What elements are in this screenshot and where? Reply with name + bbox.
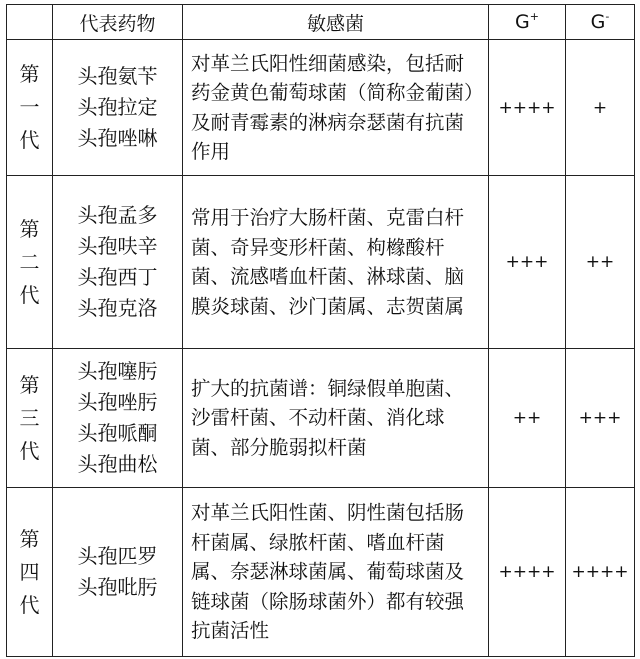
drug-name: 头孢哌酮 — [77, 421, 158, 445]
generation-char: 代 — [19, 282, 40, 307]
sensitive-bacteria-cell: 扩大的抗菌谱：铜绿假单胞菌、沙雷杆菌、不动杆菌、消化球菌、部分脆弱拟杆菌 — [183, 349, 489, 488]
gram-positive-cell: +++ — [489, 176, 566, 349]
generation-char: 第 — [19, 62, 40, 86]
gram-positive-cell: ++ — [489, 349, 566, 488]
gram-negative-cell: + — [566, 40, 635, 176]
drug-name: 头孢孟多 — [77, 203, 158, 227]
gram-negative-cell: +++ — [566, 349, 635, 488]
generation-char: 第 — [19, 372, 40, 397]
generation-cell — [7, 176, 53, 349]
table-row-generation-3 — [7, 349, 635, 488]
header-drugs: 代表药物 — [53, 5, 183, 40]
drug-name: 头孢呋辛 — [77, 234, 158, 258]
gram-negative-cell: ++++ — [566, 488, 635, 657]
generation-char: 四 — [19, 559, 40, 584]
drug-name: 头孢唑啉 — [77, 126, 158, 150]
gram-positive-cell: ++++ — [489, 488, 566, 657]
sensitive-bacteria-cell: 对革兰氏阳性菌、阴性菌包括肠杆菌属、绿脓杆菌、嗜血杆菌属、奈瑟淋球菌属、葡萄球菌及链球菌（除肠球菌外）都有较强抗菌活性 — [183, 488, 489, 657]
drugs-cell — [53, 176, 183, 349]
gram-negative-label: G — [590, 11, 606, 33]
header-row — [7, 5, 635, 40]
sensitive-bacteria-cell: 常用于治疗大肠杆菌、克雷白杆菌、奇异变形杆菌、枸橼酸杆菌、流感嗜血杆菌、淋球菌、脑膜炎球菌、沙门菌属、志贺菌属 — [183, 176, 489, 349]
gram-positive-sign: + — [529, 10, 539, 23]
generation-char: 代 — [19, 128, 40, 152]
gram-negative-cell: ++ — [566, 176, 635, 349]
generation-cell — [7, 488, 53, 657]
table-row-generation-2 — [7, 176, 635, 349]
header-generation — [7, 5, 53, 40]
generation-char: 第 — [19, 216, 40, 241]
drug-name: 头孢西丁 — [77, 265, 158, 289]
generation-char: 第 — [19, 526, 40, 551]
drugs-cell — [53, 488, 183, 657]
header-gram-negative — [566, 5, 635, 40]
generation-char: 一 — [19, 95, 40, 119]
table-row-generation-1 — [7, 40, 635, 176]
generation-cell — [7, 349, 53, 488]
drug-name: 头孢拉定 — [77, 95, 158, 119]
header-gram-positive — [489, 5, 566, 40]
generation-char: 三 — [19, 405, 40, 430]
drug-name: 头孢唑肟 — [77, 390, 158, 414]
gram-positive-label: G — [515, 11, 530, 33]
generation-char: 代 — [19, 592, 40, 617]
drug-name: 头孢曲松 — [77, 452, 158, 476]
cephalosporin-table — [6, 4, 635, 657]
header-sensitive-bacteria: 敏感菌 — [183, 5, 489, 40]
drug-name: 头孢氨苄 — [77, 64, 158, 88]
generation-char: 二 — [19, 249, 40, 274]
generation-cell — [7, 40, 53, 176]
gram-negative-sign: - — [605, 10, 610, 23]
drugs-cell — [53, 40, 183, 176]
generation-char: 代 — [19, 438, 40, 463]
sensitive-bacteria-cell: 对革兰氏阳性细菌感染，包括耐药金黄色葡萄球菌（简称金葡菌）及耐青霉素的淋病奈瑟菌有抗菌作用 — [183, 40, 489, 176]
drug-name: 头孢噻肟 — [77, 359, 158, 383]
drug-name: 头孢克洛 — [77, 296, 158, 320]
drug-name: 头孢匹罗 — [77, 544, 158, 568]
gram-positive-cell: ++++ — [489, 40, 566, 176]
drug-name: 头孢吡肟 — [77, 575, 158, 599]
drugs-cell — [53, 349, 183, 488]
table-row-generation-4 — [7, 488, 635, 657]
